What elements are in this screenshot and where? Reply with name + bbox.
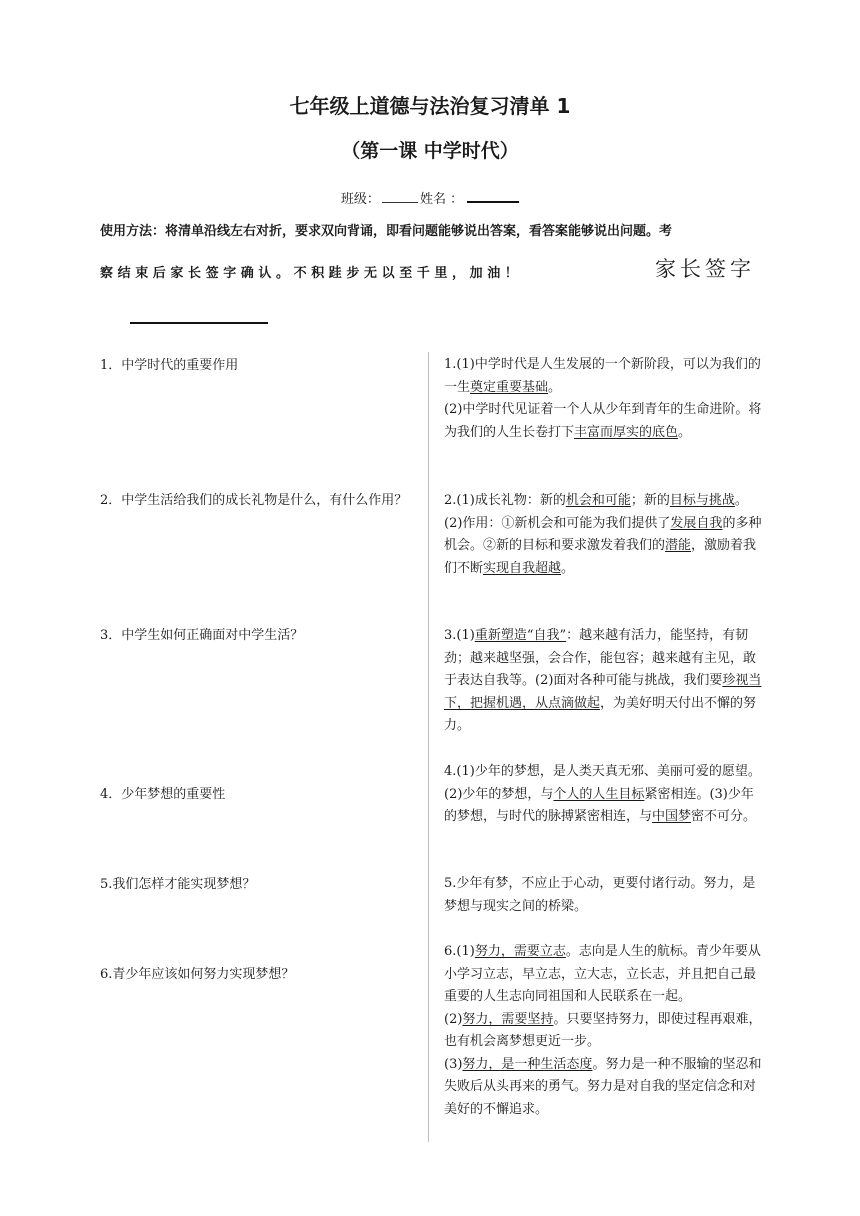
- answer-4: 4.(1)少年的梦想，是人类天真无邪、美丽可爱的愿望。(2)少年的梦想，与个人的人生目标紧密相连。(3)少年的梦想，与时代的脉搏紧密相连，与中国梦密不可分。: [444, 764, 761, 824]
- answer-2-part-1: 2.(1)成长礼物：新的机会和可能；新的目标与挑战。: [444, 493, 748, 508]
- fold-divider: [428, 352, 429, 1142]
- usage-instructions-line2: 察结束后家长签字确认。不积跬步无以至千里，加油！: [100, 266, 523, 281]
- question-2: 2．中学生活给我们的成长礼物是什么，有什么作用？: [100, 493, 408, 508]
- answer-6-part-2: (2)努力，需要坚持。只要坚持努力，即使过程再艰难，也有机会离梦想更近一步。: [444, 1011, 762, 1049]
- name-blank: [467, 189, 519, 203]
- answer-2-part-2: (2)作用：①新机会和可能为我们提供了发展自我的多种机会。②新的目标和要求激发着我们的潜能，激励着我们不断实现自我超越。: [444, 515, 762, 576]
- answer-2: [444, 490, 762, 580]
- question-5: 5.我们怎样才能实现梦想？: [100, 877, 256, 892]
- class-blank: [382, 190, 418, 203]
- usage-instructions-line1: 使用方法：将清单沿线左右对折，要求双向背诵，即看问题能够说出答案，看答案能够说出问题。考: [100, 224, 673, 239]
- answer-3: 3.(1)重新塑造“自我”：越来越有活力，能坚持，有韧劲；越来越坚强，会合作，能包容；越来越有主见，敢于表达自我等。(2)面对各种可能与挑战，我们要珍视当下，把握机遇，从点滴做起，为美好明天付出不懈的努力。: [444, 628, 762, 733]
- class-label: 班级：: [340, 192, 380, 207]
- question-3: 3．中学生如何正确面对中学生活？: [100, 628, 304, 643]
- name-label: 姓名 ：: [419, 192, 464, 207]
- question-4: 4．少年梦想的重要性: [100, 787, 226, 802]
- answer-1-part-1: 1.(1)中学时代是人生发展的一个新阶段，可以为我们的一生奠定重要基础。: [444, 357, 761, 395]
- page-title: 七年级上道德与法治复习清单 1: [289, 94, 571, 118]
- answer-6-part-1: 6.(1)努力，需要立志。志向是人生的航标。青少年要从小学习立志，早立志，立大志，立长志，并且把自己最重要的人生志向同祖国和人民联系在一起。: [444, 944, 761, 1004]
- answer-1: [444, 354, 762, 444]
- answer-5: 5.少年有梦，不应止于心动，更要付诸行动。努力，是梦想与现实之间的桥梁。: [444, 876, 756, 914]
- answer-1-part-2: (2)中学时代见证着一个人从少年到青年的生命进阶。将为我们的人生长卷打下丰富而厚实的底色。: [444, 402, 762, 440]
- answer-6-part-3: (3)努力，是一种生活态度。努力是一种不服输的坚忍和失败后从头再来的勇气。努力是对自我的坚定信念和对美好的不懈追求。: [444, 1056, 762, 1117]
- question-1: 1．中学时代的重要作用: [100, 358, 239, 373]
- class-name-line: [0, 188, 860, 207]
- parent-signature-label: 家长签字: [655, 257, 755, 281]
- page-subtitle: （第一课 中学时代）: [341, 140, 519, 162]
- signature-line: [130, 322, 268, 324]
- answer-6: [444, 941, 762, 1121]
- question-6: 6.青少年应该如何努力实现梦想？: [100, 967, 295, 982]
